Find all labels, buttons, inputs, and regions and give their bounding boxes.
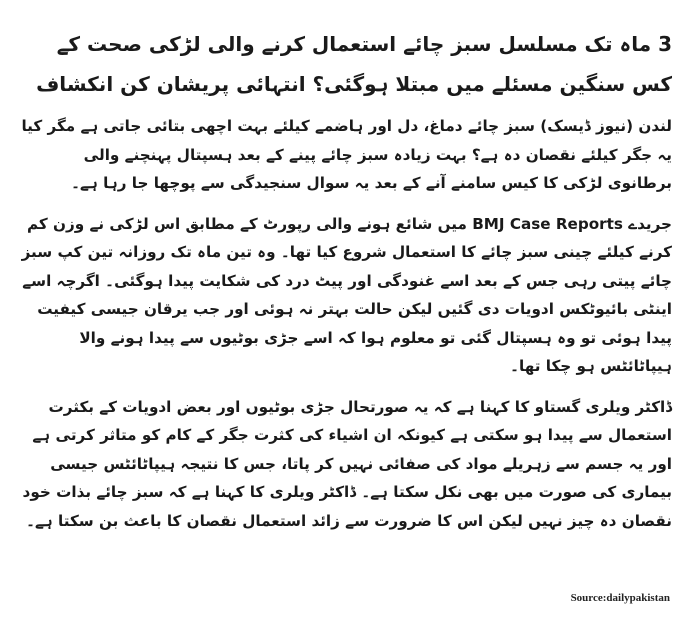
article-paragraph-doctor: ڈاکٹر ویلری گستاو کا کہنا ہے کہ یہ صورتحال جڑی بوٹیوں اور بعض ادویات کے بکثرت استعمال سے پیدا ہو سکتی ہے کیونکہ ان اشیاء کی کثرت جگر کے کام کو متاثر کرتی ہے اور یہ جسم سے زہریلے مواد کی صفائی نہیں کر پاتا، جس کا نتیجہ ہیپاٹائٹس جیسی بیماری کی صورت میں بھی نکل سکتا ہے۔ ڈاکٹر ویلری کا کہنا ہے کہ سبز چائے بذات خود نقصان دہ چیز نہیں لیکن اس کا ضرورت سے زائد استعمال نقصان کا باعث بن سکتا ہے۔ (22, 397, 672, 530)
article-paragraph-intro: لندن (نیوز ڈیسک) سبز چائے دماغ، دل اور ہاضمے کیلئے بہت اچھی بتائی جاتی ہے مگر کیا یہ جگر کیلئے نقصان دہ ہے؟ بہت زیادہ سبز چائے پینے کے بعد ہسپتال پہنچنے والی برطانوی لڑکی کا کیس سامنے آنے کے بعد یہ سوال سنجیدگی سے پوچھا جا رہا ہے۔ (21, 117, 672, 192)
source-credit: Source:dailypakistan (570, 592, 670, 604)
article-headline: 3 ماہ تک مسلسل سبز چائے استعمال کرنے والی لڑکی صحت کے کس سنگین مسئلے میں مبتلا ہوگئی؟ انتہائی پریشان کن انکشاف (36, 32, 672, 96)
article-paragraph-report: جریدے BMJ Case Reports میں شائع ہونے والی رپورٹ کے مطابق اس لڑکی نے وزن کم کرنے کیلئے چینی سبز چائے کا استعمال شروع کیا تھا۔ وہ تین ماہ تک روزانہ تین کپ سبز چائے پیتی رہی جس کے بعد اسے غنودگی اور پیٹ درد کی شکایت پیدا ہوگئی۔ اگرچہ اسے اینٹی بائیوٹکس ادویات دی گئیں لیکن حالت بہتر نہ ہوئی اور جب یرقان جیسی کیفیت پیدا ہوئی تو وہ ہسپتال گئی تو معلوم ہوا کہ اسے جڑی بوٹیوں سے پیدا ہونے والا ہیپاٹائٹس ہو چکا تھا۔ (21, 214, 672, 375)
news-article (20, 24, 672, 547)
